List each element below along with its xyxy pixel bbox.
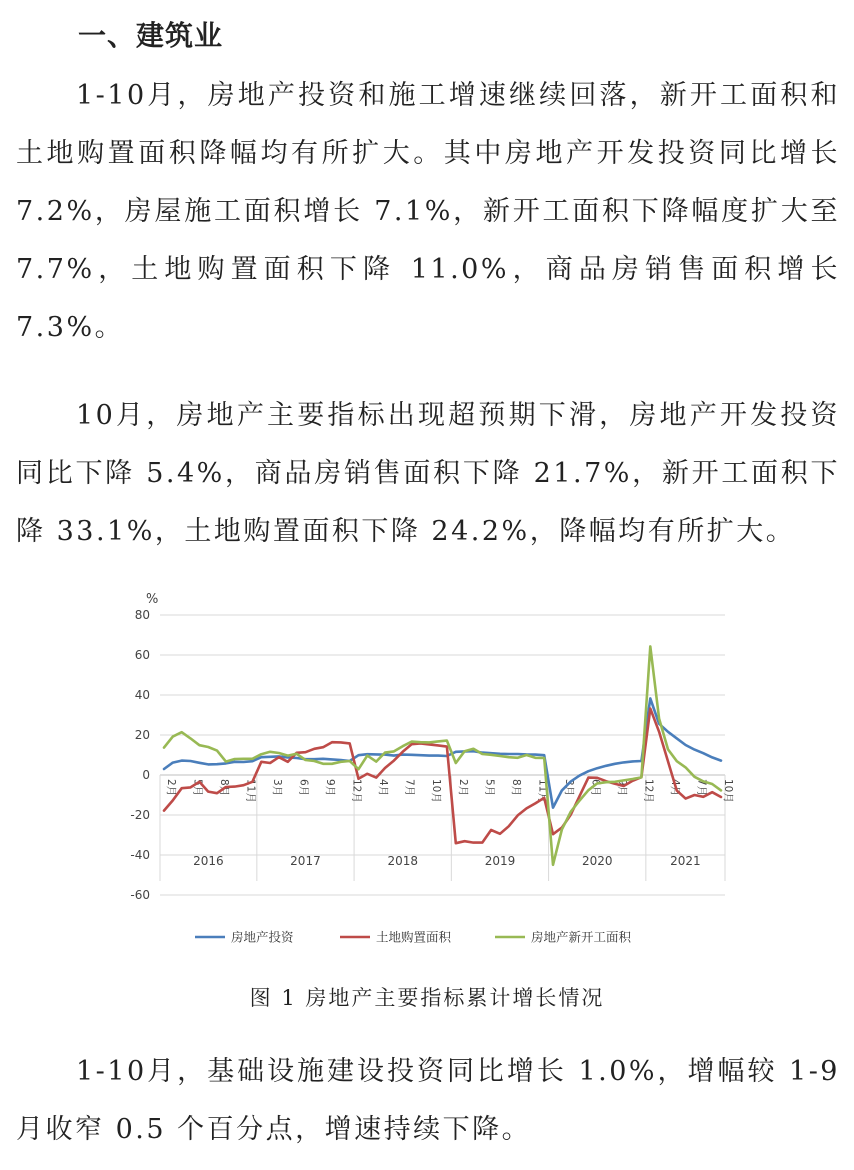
month-tick-label: 5月 <box>191 779 204 797</box>
month-tick-label: 2月 <box>456 779 469 797</box>
month-tick-label: 9月 <box>615 779 628 797</box>
year-label: 2017 <box>290 854 321 868</box>
legend-label: 房地产投资 <box>231 929 294 945</box>
month-tick-label: 6月 <box>589 779 602 797</box>
year-label: 2020 <box>581 854 613 868</box>
y-tick-label: 40 <box>134 688 150 702</box>
y-tick-label: -60 <box>130 888 150 902</box>
y-tick-label: 60 <box>134 648 150 662</box>
y-axis-unit: % <box>146 592 159 607</box>
y-tick-label: 20 <box>134 728 150 742</box>
month-tick-label: 11月 <box>536 779 549 803</box>
year-label: 2021 <box>670 854 701 868</box>
legend-label: 房地产新开工面积 <box>531 929 632 945</box>
month-tick-label: 8月 <box>218 779 231 797</box>
year-label: 2018 <box>387 854 418 868</box>
real-estate-line-chart <box>110 585 740 965</box>
y-tick-label: 0 <box>142 768 150 782</box>
year-label: 2019 <box>484 854 516 868</box>
paragraph-infrastructure: 1-10月，基础设施建设投资同比增长 1.0%，增幅较 1-9月收窄 0.5 个百分点，增速持续下降。 <box>16 1056 840 1145</box>
month-tick-label: 6月 <box>297 779 310 797</box>
month-tick-label: 10月 <box>722 779 734 803</box>
y-tick-label: 80 <box>134 608 150 622</box>
month-tick-label: 3月 <box>562 779 575 797</box>
month-tick-label: 12月 <box>642 779 655 803</box>
month-tick-label: 8月 <box>509 779 522 797</box>
month-tick-label: 11月 <box>244 779 257 803</box>
y-tick-label: -20 <box>130 808 150 822</box>
month-tick-label: 9月 <box>324 779 337 797</box>
month-tick-label: 2月 <box>165 779 177 797</box>
year-label: 2016 <box>193 854 224 868</box>
legend-label: 土地购置面积 <box>376 929 452 945</box>
section-heading: 一、建筑业 <box>78 19 224 52</box>
paragraph-summary: 1-10月，房地产投资和施工增速继续回落，新开工面积和土地购置面积降幅均有所扩大。其中房地产开发投资同比增长 7.2%，房屋施工面积增长 7.1%，新开工面积下降幅度扩大至7.7%，土地购置面积下降 11.0%，商品房销售面积增长 7.3%。 <box>16 80 840 343</box>
paragraph-october: 10月，房地产主要指标出现超预期下滑，房地产开发投资同比下降 5.4%，商品房销售面积下降 21.7%，新开工面积下降 33.1%，土地购置面积下降 24.2%，降幅均有所扩大。 <box>16 400 840 547</box>
month-tick-label: 7月 <box>403 779 416 797</box>
month-tick-label: 4月 <box>668 779 681 797</box>
month-tick-label: 3月 <box>271 779 284 797</box>
figure-caption: 图 1 房地产主要指标累计增长情况 <box>249 986 605 1010</box>
month-tick-label: 4月 <box>377 779 390 797</box>
y-tick-label: -40 <box>130 848 150 862</box>
month-tick-label: 10月 <box>430 779 443 803</box>
month-tick-label: 7月 <box>695 779 708 797</box>
month-tick-label: 5月 <box>483 779 496 797</box>
month-tick-label: 12月 <box>350 779 363 803</box>
series-line-2 <box>164 709 721 844</box>
